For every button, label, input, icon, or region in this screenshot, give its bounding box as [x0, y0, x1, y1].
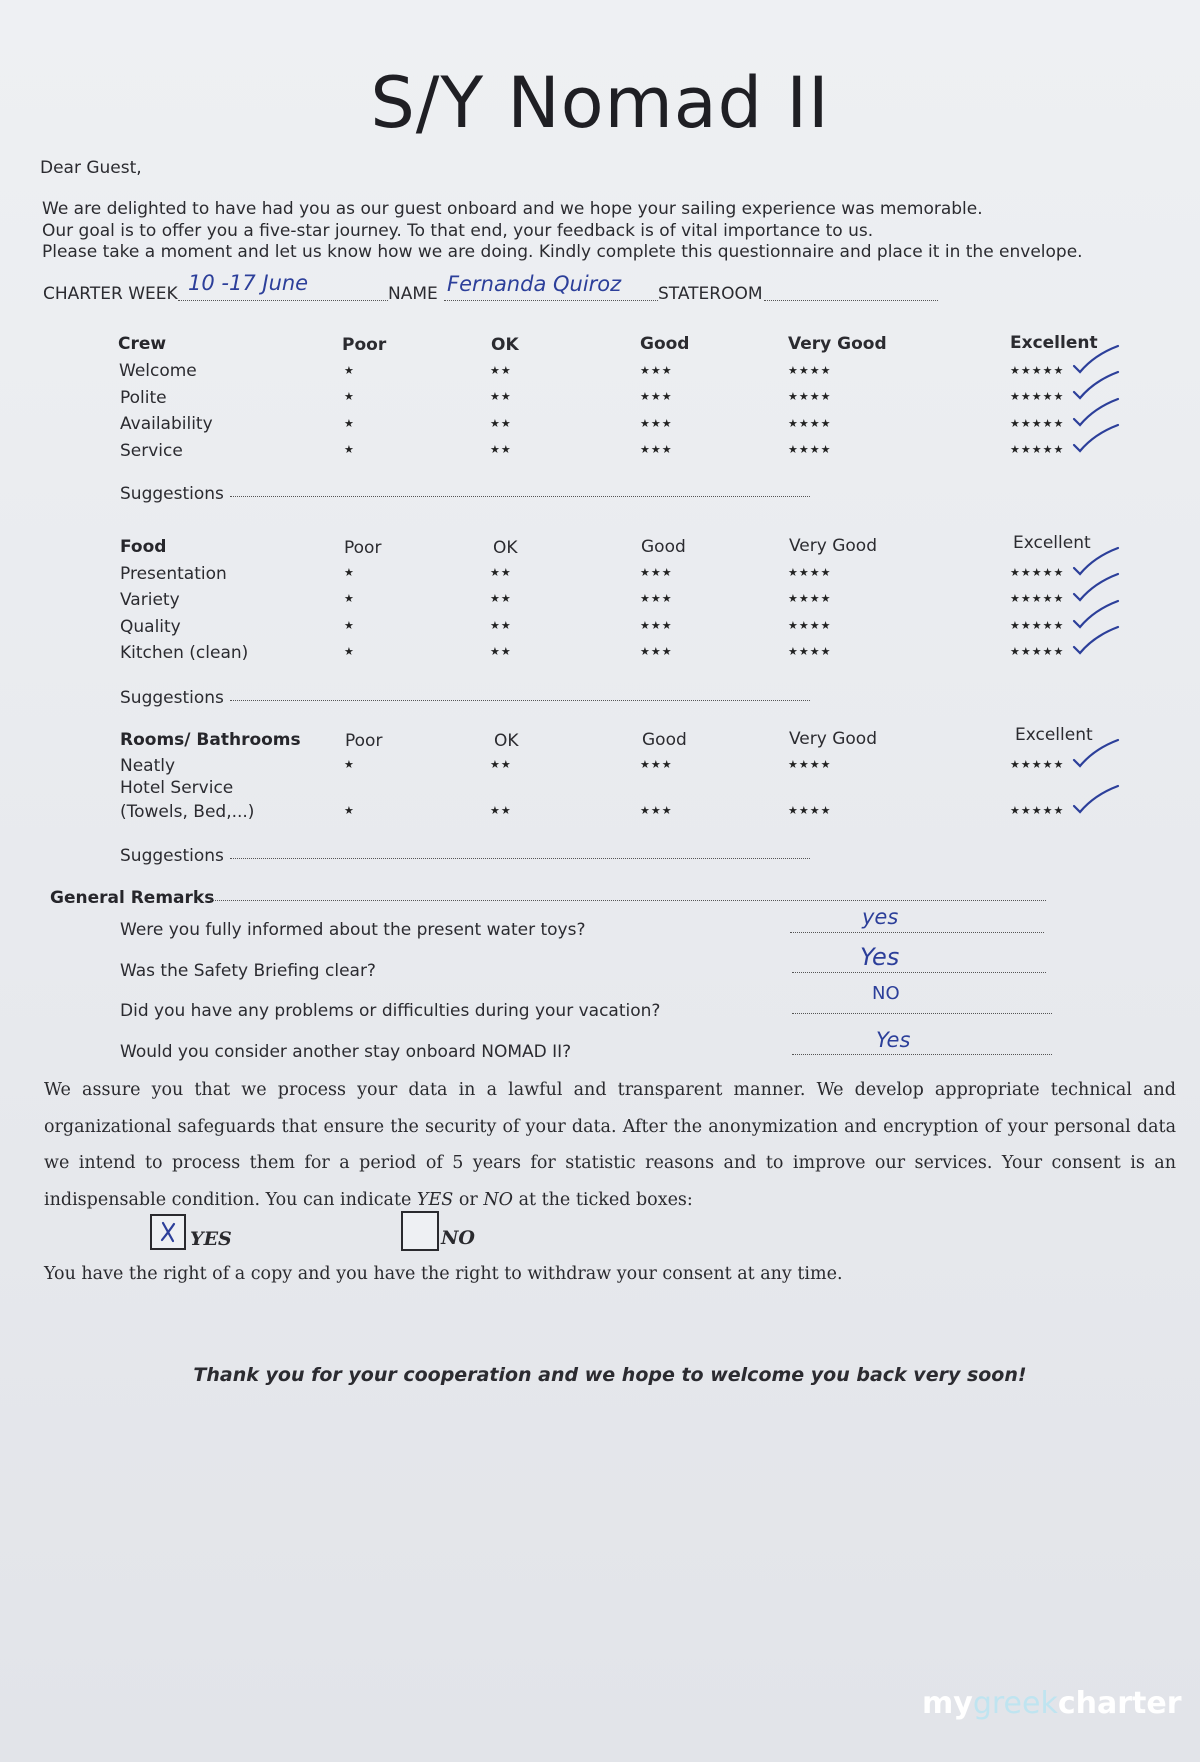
rooms-col-poor: Poor — [345, 731, 383, 751]
watermark-part-2: greek — [972, 1686, 1058, 1721]
food-suggestions-label: Suggestions — [120, 688, 224, 708]
name-line — [444, 300, 658, 301]
answer-water-toys[interactable]: yes — [862, 905, 899, 929]
greeting: Dear Guest, — [40, 158, 142, 178]
checkmark-icon — [1070, 784, 1126, 818]
rating-option-good[interactable]: ★★★ — [640, 804, 673, 817]
rating-option-ok[interactable]: ★★ — [490, 443, 512, 456]
crew-item-service: Service — [120, 441, 183, 461]
rating-option-excellent[interactable]: ★★★★★ — [1010, 390, 1065, 403]
food-suggestions-line[interactable] — [230, 700, 810, 701]
crew-item-welcome: Welcome — [119, 361, 197, 381]
rating-option-very-good[interactable]: ★★★★ — [788, 758, 832, 771]
rooms-col-good: Good — [642, 730, 687, 750]
consent-text: We assure you that we process your data in a lawful and transparent manner. We develop appropriate technical and organizational safeguards that ensure the security of your data. After the anonymization and encryption of your personal data we intend to process them for a period of 5 years for statistic reasons and to improve our services. Your consent is an indispensable condition. You can indicate — [44, 1080, 1176, 1210]
rating-option-excellent[interactable]: ★★★★★ — [1010, 364, 1065, 377]
food-col-good: Good — [641, 537, 686, 557]
crew-col-poor: Poor — [342, 335, 387, 355]
consent-no-checkbox[interactable] — [401, 1211, 439, 1251]
charter-week-value[interactable]: 10 -17 June — [188, 271, 309, 295]
charter-week-label: CHARTER WEEK — [43, 284, 178, 304]
rating-option-very-good[interactable]: ★★★★ — [788, 417, 832, 430]
general-remarks-line[interactable] — [210, 900, 1046, 901]
rating-option-very-good[interactable]: ★★★★ — [788, 592, 832, 605]
crew-col-very-good: Very Good — [788, 334, 887, 354]
rating-option-poor[interactable]: ★ — [344, 566, 355, 579]
rating-option-excellent[interactable]: ★★★★★ — [1010, 645, 1065, 658]
checkmark-icon — [1070, 738, 1126, 772]
consent-no-word: NO — [483, 1189, 513, 1210]
rating-option-very-good[interactable]: ★★★★ — [788, 619, 832, 632]
crew-item-availability: Availability — [120, 414, 213, 434]
rating-option-very-good[interactable]: ★★★★ — [788, 566, 832, 579]
watermark-logo — [922, 1686, 1182, 1721]
food-item-kitchen: Kitchen (clean) — [120, 643, 249, 663]
cross-mark-icon — [152, 1216, 184, 1248]
name-value[interactable]: Fernanda Quiroz — [447, 272, 622, 296]
rating-option-good[interactable]: ★★★ — [640, 592, 673, 605]
crew-item-polite: Polite — [120, 388, 167, 408]
rating-option-very-good[interactable]: ★★★★ — [788, 364, 832, 377]
rating-option-good[interactable]: ★★★ — [640, 645, 673, 658]
crew-col-good: Good — [640, 334, 690, 354]
withdraw-consent-text: You have the right of a copy and you have the right to withdraw your consent at any time. — [44, 1264, 843, 1284]
rating-option-ok[interactable]: ★★ — [490, 364, 512, 377]
rating-option-very-good[interactable]: ★★★★ — [788, 390, 832, 403]
rating-option-poor[interactable]: ★ — [344, 758, 355, 771]
name-label: NAME — [388, 284, 438, 304]
answer-another-stay[interactable]: Yes — [876, 1028, 911, 1052]
crew-col-ok: OK — [491, 335, 519, 355]
watermark-part-1: my — [922, 1686, 973, 1721]
answer-problems[interactable]: NO — [872, 983, 900, 1004]
crew-suggestions-line[interactable] — [230, 496, 810, 497]
rating-option-excellent[interactable]: ★★★★★ — [1010, 417, 1065, 430]
rating-option-ok[interactable]: ★★ — [490, 390, 512, 403]
rating-option-excellent[interactable]: ★★★★★ — [1010, 592, 1065, 605]
rooms-col-ok: OK — [494, 731, 519, 751]
rooms-col-very-good: Very Good — [789, 729, 877, 749]
consent-no-label: NO — [441, 1227, 475, 1249]
rating-option-excellent[interactable]: ★★★★★ — [1010, 619, 1065, 632]
rating-option-ok[interactable]: ★★ — [490, 804, 512, 817]
thank-you-note: Thank you for your cooperation and we hope to welcome you back very soon! — [193, 1364, 1027, 1386]
answer-line-water-toys — [790, 932, 1044, 933]
form-title: S/Y Nomad II — [370, 62, 830, 144]
rating-option-poor[interactable]: ★ — [344, 592, 355, 605]
rating-option-good[interactable]: ★★★ — [640, 443, 673, 456]
rating-option-excellent[interactable]: ★★★★★ — [1010, 804, 1065, 817]
rooms-item-towels: (Towels, Bed,...) — [120, 802, 255, 822]
food-item-presentation: Presentation — [120, 564, 227, 584]
intro-line-3: Please take a moment and let us know how we are doing. Kindly complete this questionnaire and place it in the envelope. — [42, 242, 1083, 262]
food-col-very-good: Very Good — [789, 536, 877, 556]
consent-yes-label: YES — [190, 1228, 232, 1250]
checkmark-icon — [1070, 423, 1126, 457]
food-col-ok: OK — [493, 538, 518, 558]
rating-option-very-good[interactable]: ★★★★ — [788, 443, 832, 456]
rating-option-ok[interactable]: ★★ — [490, 758, 512, 771]
rating-option-excellent[interactable]: ★★★★★ — [1010, 443, 1065, 456]
rating-option-poor[interactable]: ★ — [344, 619, 355, 632]
rating-option-ok[interactable]: ★★ — [490, 417, 512, 430]
rooms-item-neatly: Neatly — [120, 756, 176, 776]
crew-col-excellent: Excellent — [1010, 333, 1098, 353]
rating-option-good[interactable]: ★★★ — [640, 364, 673, 377]
food-col-excellent: Excellent — [1013, 533, 1091, 553]
food-item-quality: Quality — [120, 617, 181, 637]
intro-line-2: Our goal is to offer you a five-star journey. To that end, your feedback is of vital importance to us. — [42, 221, 874, 241]
crew-suggestions-label: Suggestions — [120, 484, 224, 504]
rooms-item-hotel-service: Hotel Service — [120, 778, 234, 798]
consent-tail: at the ticked boxes: — [518, 1189, 693, 1210]
consent-yes-word: YES — [416, 1189, 454, 1210]
rating-option-ok[interactable]: ★★ — [490, 645, 512, 658]
consent-or: or — [458, 1189, 478, 1210]
rating-option-poor[interactable]: ★ — [344, 390, 355, 403]
rating-option-poor[interactable]: ★ — [344, 443, 355, 456]
rating-option-excellent[interactable]: ★★★★★ — [1010, 566, 1065, 579]
consent-yes-checkbox[interactable] — [150, 1214, 186, 1250]
answer-line-another-stay — [792, 1054, 1052, 1055]
question-safety-briefing: Was the Safety Briefing clear? — [120, 961, 376, 981]
crew-heading: Crew — [118, 334, 167, 354]
rating-option-good[interactable]: ★★★ — [640, 758, 673, 771]
question-another-stay: Would you consider another stay onboard NOMAD II? — [120, 1042, 572, 1062]
general-remarks-heading: General Remarks — [50, 888, 215, 908]
rating-option-ok[interactable]: ★★ — [490, 619, 512, 632]
rating-option-poor[interactable]: ★ — [344, 417, 355, 430]
rating-option-ok[interactable]: ★★ — [490, 592, 512, 605]
data-consent-paragraph — [44, 1072, 1176, 1218]
rooms-col-excellent: Excellent — [1015, 725, 1093, 745]
rating-option-ok[interactable]: ★★ — [490, 566, 512, 579]
question-water-toys: Were you fully informed about the present water toys? — [120, 920, 586, 940]
rooms-suggestions-line[interactable] — [230, 858, 810, 859]
question-problems: Did you have any problems or difficulties during your vacation? — [120, 1001, 661, 1021]
rating-option-very-good[interactable]: ★★★★ — [788, 804, 832, 817]
rating-option-very-good[interactable]: ★★★★ — [788, 645, 832, 658]
answer-line-safety-briefing — [792, 972, 1046, 973]
rooms-suggestions-label: Suggestions — [120, 846, 224, 866]
food-col-poor: Poor — [344, 538, 382, 558]
stateroom-line — [764, 300, 938, 301]
rating-option-good[interactable]: ★★★ — [640, 390, 673, 403]
rating-option-poor[interactable]: ★ — [344, 364, 355, 377]
charter-week-line — [178, 300, 388, 301]
rating-option-poor[interactable]: ★ — [344, 645, 355, 658]
rooms-heading: Rooms/ Bathrooms — [120, 730, 301, 750]
watermark-part-3: charter — [1057, 1686, 1182, 1721]
food-heading: Food — [120, 537, 167, 557]
checkmark-icon — [1070, 625, 1126, 659]
answer-line-problems — [792, 1013, 1052, 1014]
food-item-variety: Variety — [120, 590, 180, 610]
rating-option-excellent[interactable]: ★★★★★ — [1010, 758, 1065, 771]
rating-option-good[interactable]: ★★★ — [640, 619, 673, 632]
intro-line-1: We are delighted to have had you as our guest onboard and we hope your sailing experience was memorable. — [42, 199, 983, 219]
rating-option-good[interactable]: ★★★ — [640, 417, 673, 430]
rating-option-poor[interactable]: ★ — [344, 804, 355, 817]
stateroom-label: STATEROOM — [658, 284, 763, 304]
rating-option-good[interactable]: ★★★ — [640, 566, 673, 579]
answer-safety-briefing[interactable]: Yes — [860, 943, 900, 971]
